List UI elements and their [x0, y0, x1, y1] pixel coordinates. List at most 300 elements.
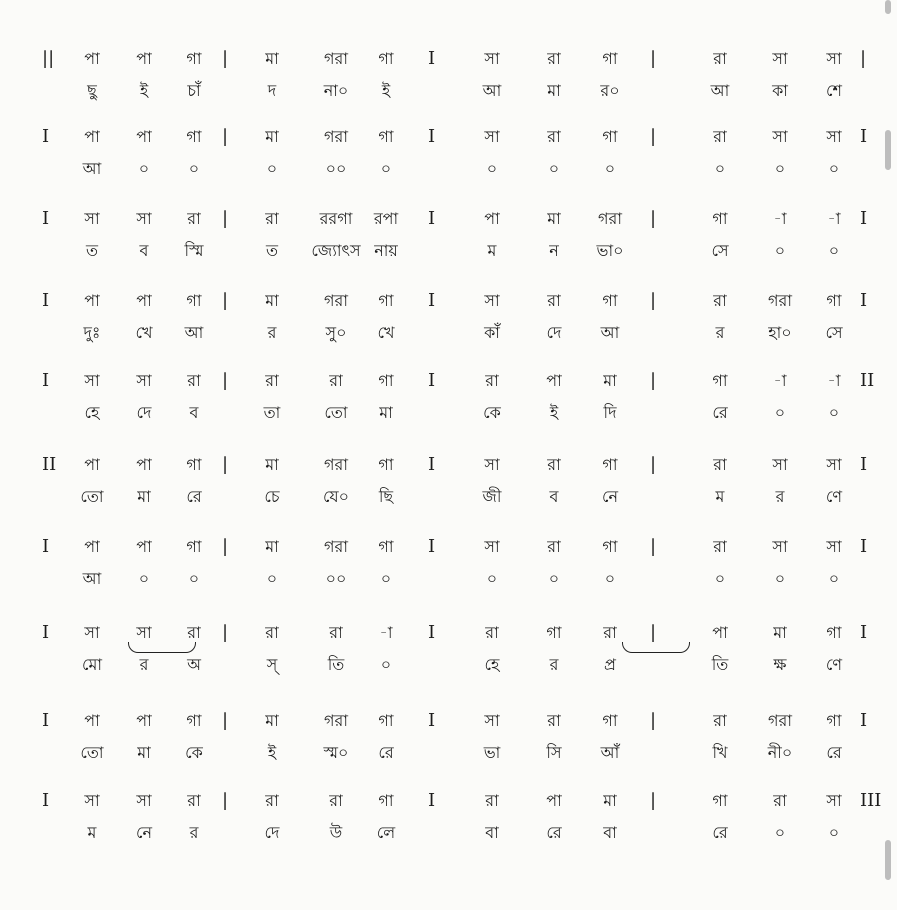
lyric-syllable: ০ — [380, 159, 392, 178]
lyric-syllable: ব — [549, 487, 559, 506]
lyric-line — [0, 154, 897, 184]
lyric-syllable: খে — [377, 323, 395, 342]
notation-line — [0, 532, 897, 562]
bar-line: | — [222, 710, 229, 731]
lyric-syllable: ০০ — [325, 569, 347, 588]
lyric-syllable: ০ — [774, 159, 786, 178]
note-cell: রা — [265, 209, 279, 228]
bar-line: I — [428, 48, 436, 69]
lyric-syllable: স্ — [266, 655, 278, 674]
bar-line: I — [42, 710, 50, 731]
lyric-syllable: ০ — [138, 159, 150, 178]
lyric-syllable: ০ — [828, 403, 840, 422]
note-cell: গা — [378, 371, 394, 390]
lyric-syllable: ব — [189, 403, 199, 422]
note-cell: রা — [329, 623, 343, 642]
lyric-syllable: দি — [603, 403, 617, 422]
note-cell: পা — [84, 127, 100, 146]
lyric-syllable: ভা — [483, 743, 501, 762]
note-cell: গা — [378, 791, 394, 810]
note-cell: মা — [603, 371, 617, 390]
lyric-syllable: তি — [711, 655, 729, 674]
note-cell: রপা — [373, 209, 399, 228]
lyric-syllable: র — [139, 655, 149, 674]
lyric-syllable: নে — [135, 823, 153, 842]
note-cell: সা — [826, 791, 842, 810]
note-cell: রা — [265, 623, 279, 642]
slur-mark — [128, 642, 196, 653]
lyric-syllable: জী — [482, 487, 502, 506]
bar-line: I — [42, 790, 50, 811]
note-cell: পা — [136, 291, 152, 310]
note-cell: পা — [136, 455, 152, 474]
lyric-syllable: ভা০ — [596, 241, 624, 260]
bar-line: I — [428, 536, 436, 557]
lyric-syllable: খি — [712, 743, 728, 762]
note-cell: সা — [84, 209, 100, 228]
lyric-syllable: নায় — [374, 241, 398, 260]
note-cell: মা — [265, 537, 279, 556]
bar-line: I — [428, 790, 436, 811]
bar-line: | — [222, 370, 229, 391]
lyric-syllable: ০ — [380, 655, 392, 674]
lyric-syllable: ০ — [774, 403, 786, 422]
note-cell: গা — [826, 291, 842, 310]
note-cell: সা — [484, 127, 500, 146]
lyric-syllable: মা — [379, 403, 393, 422]
scan-edge-mark — [885, 840, 891, 880]
notation-line — [0, 44, 897, 74]
lyric-syllable: উ — [329, 823, 343, 842]
lyric-syllable: ম — [715, 487, 725, 506]
note-cell: রা — [713, 537, 727, 556]
note-cell: রা — [547, 127, 561, 146]
note-cell: পা — [84, 455, 100, 474]
note-cell: গা — [712, 209, 728, 228]
bar-line: I — [860, 710, 868, 731]
note-cell: পা — [84, 291, 100, 310]
lyric-syllable: সে — [711, 241, 729, 260]
lyric-line — [0, 236, 897, 266]
lyric-syllable: কাঁ — [484, 323, 500, 342]
note-cell: গা — [186, 127, 202, 146]
lyric-syllable: রে — [826, 743, 842, 762]
lyric-syllable: রে — [186, 487, 202, 506]
scan-edge-mark — [885, 0, 891, 14]
bar-line: I — [860, 536, 868, 557]
bar-line: I — [428, 710, 436, 731]
lyric-syllable: ০ — [604, 159, 616, 178]
lyric-syllable: আ — [482, 81, 502, 100]
note-cell: সা — [136, 371, 152, 390]
note-cell: সা — [484, 711, 500, 730]
note-cell: সা — [772, 537, 788, 556]
note-cell: সা — [84, 623, 100, 642]
notation-line — [0, 286, 897, 316]
lyric-syllable: স্মি — [184, 241, 204, 260]
lyric-syllable: কা — [772, 81, 788, 100]
note-cell: সা — [826, 455, 842, 474]
lyric-syllable: ত — [85, 241, 98, 260]
lyric-syllable: দে — [264, 823, 280, 842]
bar-line: | — [222, 208, 229, 229]
lyric-line — [0, 482, 897, 512]
lyric-syllable: কে — [483, 403, 501, 422]
notation-line — [0, 204, 897, 234]
lyric-syllable: ০ — [138, 569, 150, 588]
bar-line: | — [860, 48, 867, 69]
note-cell: মা — [265, 49, 279, 68]
lyric-syllable: তা — [263, 403, 281, 422]
note-cell: পা — [546, 791, 562, 810]
lyric-syllable: ই — [381, 81, 391, 100]
note-cell: মা — [265, 127, 279, 146]
note-cell: সা — [484, 537, 500, 556]
bar-line: I — [428, 454, 436, 475]
lyric-line — [0, 564, 897, 594]
note-cell: গা — [826, 711, 842, 730]
note-cell: রা — [265, 371, 279, 390]
lyric-line — [0, 398, 897, 428]
lyric-syllable: ০ — [486, 569, 498, 588]
note-cell: ররগা — [319, 209, 353, 228]
bar-line: III — [860, 790, 882, 811]
stanza-9 — [0, 706, 897, 766]
note-cell: গা — [602, 455, 618, 474]
lyric-syllable: ত — [265, 241, 278, 260]
lyric-syllable: চে — [264, 487, 280, 506]
note-cell: সা — [772, 455, 788, 474]
lyric-syllable: র০ — [600, 81, 620, 100]
note-cell: গা — [186, 455, 202, 474]
note-cell: গা — [602, 49, 618, 68]
bar-line: I — [860, 208, 868, 229]
note-cell: -া — [379, 623, 393, 642]
lyric-syllable: ০ — [604, 569, 616, 588]
bar-line: | — [222, 454, 229, 475]
note-cell: সা — [772, 49, 788, 68]
note-cell: গা — [546, 623, 562, 642]
lyric-syllable: ছি — [378, 487, 394, 506]
note-cell: রা — [265, 791, 279, 810]
note-cell: সা — [484, 455, 500, 474]
lyric-syllable: র — [189, 823, 199, 842]
lyric-syllable: তো — [324, 403, 348, 422]
lyric-syllable: রে — [546, 823, 562, 842]
note-cell: গরা — [324, 49, 348, 68]
note-cell: সা — [826, 49, 842, 68]
note-cell: পা — [546, 371, 562, 390]
lyric-syllable: দে — [136, 403, 152, 422]
bar-line: | — [650, 370, 657, 391]
bar-line: I — [428, 208, 436, 229]
note-cell: গরা — [324, 291, 348, 310]
lyric-syllable: না০ — [323, 81, 349, 100]
note-cell: পা — [484, 209, 500, 228]
lyric-syllable: ০ — [774, 241, 786, 260]
lyric-line — [0, 738, 897, 768]
lyric-syllable: মো — [81, 655, 103, 674]
note-cell: গা — [378, 291, 394, 310]
notation-line — [0, 450, 897, 480]
note-cell: -া — [827, 209, 841, 228]
note-cell: গরা — [598, 209, 622, 228]
note-cell: রা — [485, 371, 499, 390]
note-cell: গা — [378, 711, 394, 730]
lyric-syllable: ০ — [828, 569, 840, 588]
lyric-syllable: আ — [710, 81, 730, 100]
note-cell: গা — [602, 127, 618, 146]
bar-line: II — [42, 454, 57, 475]
stanza-1 — [0, 44, 897, 104]
lyric-syllable: যে০ — [322, 487, 350, 506]
notation-line — [0, 706, 897, 736]
lyric-syllable: আ — [600, 323, 620, 342]
note-cell: সা — [772, 127, 788, 146]
lyric-syllable: স্ম০ — [323, 743, 349, 762]
note-cell: রা — [329, 791, 343, 810]
note-cell: রা — [547, 711, 561, 730]
note-cell: সা — [826, 127, 842, 146]
lyric-syllable: খে — [135, 323, 153, 342]
bar-line: | — [650, 126, 657, 147]
lyric-syllable: তো — [80, 487, 104, 506]
note-cell: গরা — [324, 711, 348, 730]
lyric-syllable: র — [775, 487, 785, 506]
note-cell: গা — [378, 49, 394, 68]
note-cell: সা — [484, 291, 500, 310]
lyric-syllable: ছু — [87, 81, 97, 100]
note-cell: রা — [187, 209, 201, 228]
note-cell: -া — [773, 209, 787, 228]
lyric-syllable: ০ — [714, 159, 726, 178]
note-cell: রা — [713, 711, 727, 730]
bar-line: I — [42, 536, 50, 557]
lyric-syllable: ম — [487, 241, 497, 260]
lyric-syllable: র — [267, 323, 277, 342]
lyric-syllable: ০ — [548, 569, 560, 588]
lyric-syllable: ০ — [774, 823, 786, 842]
bar-line: || — [42, 48, 55, 69]
lyric-syllable: মা — [547, 81, 561, 100]
lyric-syllable: আ — [184, 323, 204, 342]
lyric-syllable: বা — [603, 823, 617, 842]
stanza-4 — [0, 286, 897, 346]
lyric-syllable: লে — [376, 823, 396, 842]
note-cell: রা — [187, 371, 201, 390]
scan-edge-mark — [885, 130, 891, 170]
bar-line: | — [650, 290, 657, 311]
lyric-syllable: সি — [546, 743, 562, 762]
note-cell: পা — [136, 537, 152, 556]
lyric-syllable: তি — [327, 655, 345, 674]
lyric-syllable: ম — [87, 823, 97, 842]
note-cell: মা — [773, 623, 787, 642]
lyric-syllable: ক্ষ — [773, 655, 787, 674]
lyric-syllable: ই — [549, 403, 559, 422]
lyric-syllable: হে — [484, 655, 500, 674]
note-cell: পা — [712, 623, 728, 642]
bar-line: I — [42, 370, 50, 391]
note-cell: গা — [712, 371, 728, 390]
bar-line: I — [860, 454, 868, 475]
note-cell: রা — [713, 291, 727, 310]
note-cell: -া — [827, 371, 841, 390]
lyric-syllable: ০ — [548, 159, 560, 178]
notation-line — [0, 366, 897, 396]
bar-line: | — [222, 48, 229, 69]
note-cell: সা — [484, 49, 500, 68]
stanza-6 — [0, 450, 897, 510]
note-cell: গা — [378, 537, 394, 556]
bar-line: I — [42, 290, 50, 311]
lyric-syllable: ০ — [266, 569, 278, 588]
lyric-syllable: রে — [712, 403, 728, 422]
lyric-syllable: আ — [82, 569, 102, 588]
note-cell: সা — [136, 623, 152, 642]
lyric-syllable: মা — [137, 487, 151, 506]
lyric-syllable: দুঃ — [83, 323, 101, 342]
note-cell: মা — [603, 791, 617, 810]
note-cell: পা — [136, 711, 152, 730]
stanza-7 — [0, 532, 897, 592]
bar-line: | — [650, 48, 657, 69]
lyric-syllable: কে — [185, 743, 203, 762]
stanza-8 — [0, 618, 897, 678]
note-cell: মা — [265, 455, 279, 474]
note-cell: রা — [329, 371, 343, 390]
notation-line — [0, 786, 897, 816]
lyric-syllable: র — [715, 323, 725, 342]
lyric-syllable: ণে — [825, 655, 843, 674]
note-cell: মা — [265, 711, 279, 730]
lyric-syllable: রে — [378, 743, 394, 762]
lyric-syllable: অ — [187, 655, 201, 674]
note-cell: গা — [378, 455, 394, 474]
lyric-syllable: ই — [267, 743, 277, 762]
note-cell: সা — [136, 791, 152, 810]
bar-line: | — [650, 208, 657, 229]
lyric-syllable: হা০ — [768, 323, 792, 342]
note-cell: গা — [602, 291, 618, 310]
lyric-syllable: ০ — [188, 569, 200, 588]
lyric-syllable: আ — [82, 159, 102, 178]
bar-line: I — [428, 370, 436, 391]
note-cell: রা — [773, 791, 787, 810]
bar-line: | — [650, 536, 657, 557]
lyric-syllable: ০ — [486, 159, 498, 178]
bar-line: | — [222, 126, 229, 147]
note-cell: সা — [84, 791, 100, 810]
lyric-syllable: ন — [549, 241, 559, 260]
lyric-line — [0, 76, 897, 106]
bar-line: | — [650, 622, 657, 643]
note-cell: গরা — [324, 455, 348, 474]
lyric-line — [0, 818, 897, 848]
note-cell: রা — [603, 623, 617, 642]
bar-line: II — [860, 370, 875, 391]
note-cell: পা — [136, 49, 152, 68]
note-cell: সা — [136, 209, 152, 228]
note-cell: পা — [84, 537, 100, 556]
lyric-syllable: চাঁ — [187, 81, 201, 100]
lyric-syllable: র — [549, 655, 559, 674]
note-cell: রা — [547, 49, 561, 68]
bar-line: | — [650, 790, 657, 811]
lyric-syllable: নে — [601, 487, 619, 506]
lyric-syllable: বা — [485, 823, 499, 842]
note-cell: রা — [713, 455, 727, 474]
stanza-2 — [0, 122, 897, 182]
note-cell: গা — [602, 537, 618, 556]
note-cell: মা — [265, 291, 279, 310]
lyric-syllable: নী০ — [767, 743, 793, 762]
bar-line: I — [428, 126, 436, 147]
bar-line: | — [222, 536, 229, 557]
note-cell: পা — [84, 711, 100, 730]
lyric-syllable: হে — [84, 403, 100, 422]
bar-line: | — [222, 622, 229, 643]
note-cell: পা — [84, 49, 100, 68]
bar-line: | — [222, 790, 229, 811]
lyric-syllable: দ — [267, 81, 277, 100]
note-cell: গা — [602, 711, 618, 730]
bar-line: I — [860, 622, 868, 643]
slur-mark — [622, 642, 690, 653]
lyric-syllable: ০ — [188, 159, 200, 178]
lyric-syllable: ণে — [825, 487, 843, 506]
lyric-syllable: ব — [139, 241, 149, 260]
bar-line: I — [428, 290, 436, 311]
lyric-syllable: শে — [826, 81, 842, 100]
lyric-syllable: তো — [80, 743, 104, 762]
bar-line: I — [42, 208, 50, 229]
note-cell: গরা — [324, 537, 348, 556]
bar-line: I — [860, 126, 868, 147]
note-cell: গা — [186, 537, 202, 556]
note-cell: রা — [547, 291, 561, 310]
stanza-3 — [0, 204, 897, 264]
note-cell: গরা — [768, 291, 792, 310]
note-cell: সা — [84, 371, 100, 390]
lyric-syllable: মা — [137, 743, 151, 762]
stanza-10 — [0, 786, 897, 846]
lyric-syllable: ০ — [828, 823, 840, 842]
note-cell: গরা — [768, 711, 792, 730]
lyric-syllable: ০ — [828, 159, 840, 178]
bar-line: | — [650, 710, 657, 731]
bar-line: I — [428, 622, 436, 643]
bar-line: | — [650, 454, 657, 475]
note-cell: রা — [547, 455, 561, 474]
lyric-syllable: ০ — [714, 569, 726, 588]
lyric-syllable: সু০ — [325, 323, 347, 342]
notation-line — [0, 122, 897, 152]
note-cell: রা — [187, 623, 201, 642]
note-cell: রা — [713, 49, 727, 68]
lyric-syllable: প্র — [604, 655, 616, 674]
note-cell: রা — [713, 127, 727, 146]
note-cell: সা — [826, 537, 842, 556]
bar-line: I — [860, 290, 868, 311]
note-cell: পা — [136, 127, 152, 146]
note-cell: রা — [547, 537, 561, 556]
lyric-syllable: ০ — [266, 159, 278, 178]
note-cell: গা — [186, 291, 202, 310]
lyric-syllable: ০ — [774, 569, 786, 588]
note-cell: গরা — [324, 127, 348, 146]
note-cell: রা — [187, 791, 201, 810]
